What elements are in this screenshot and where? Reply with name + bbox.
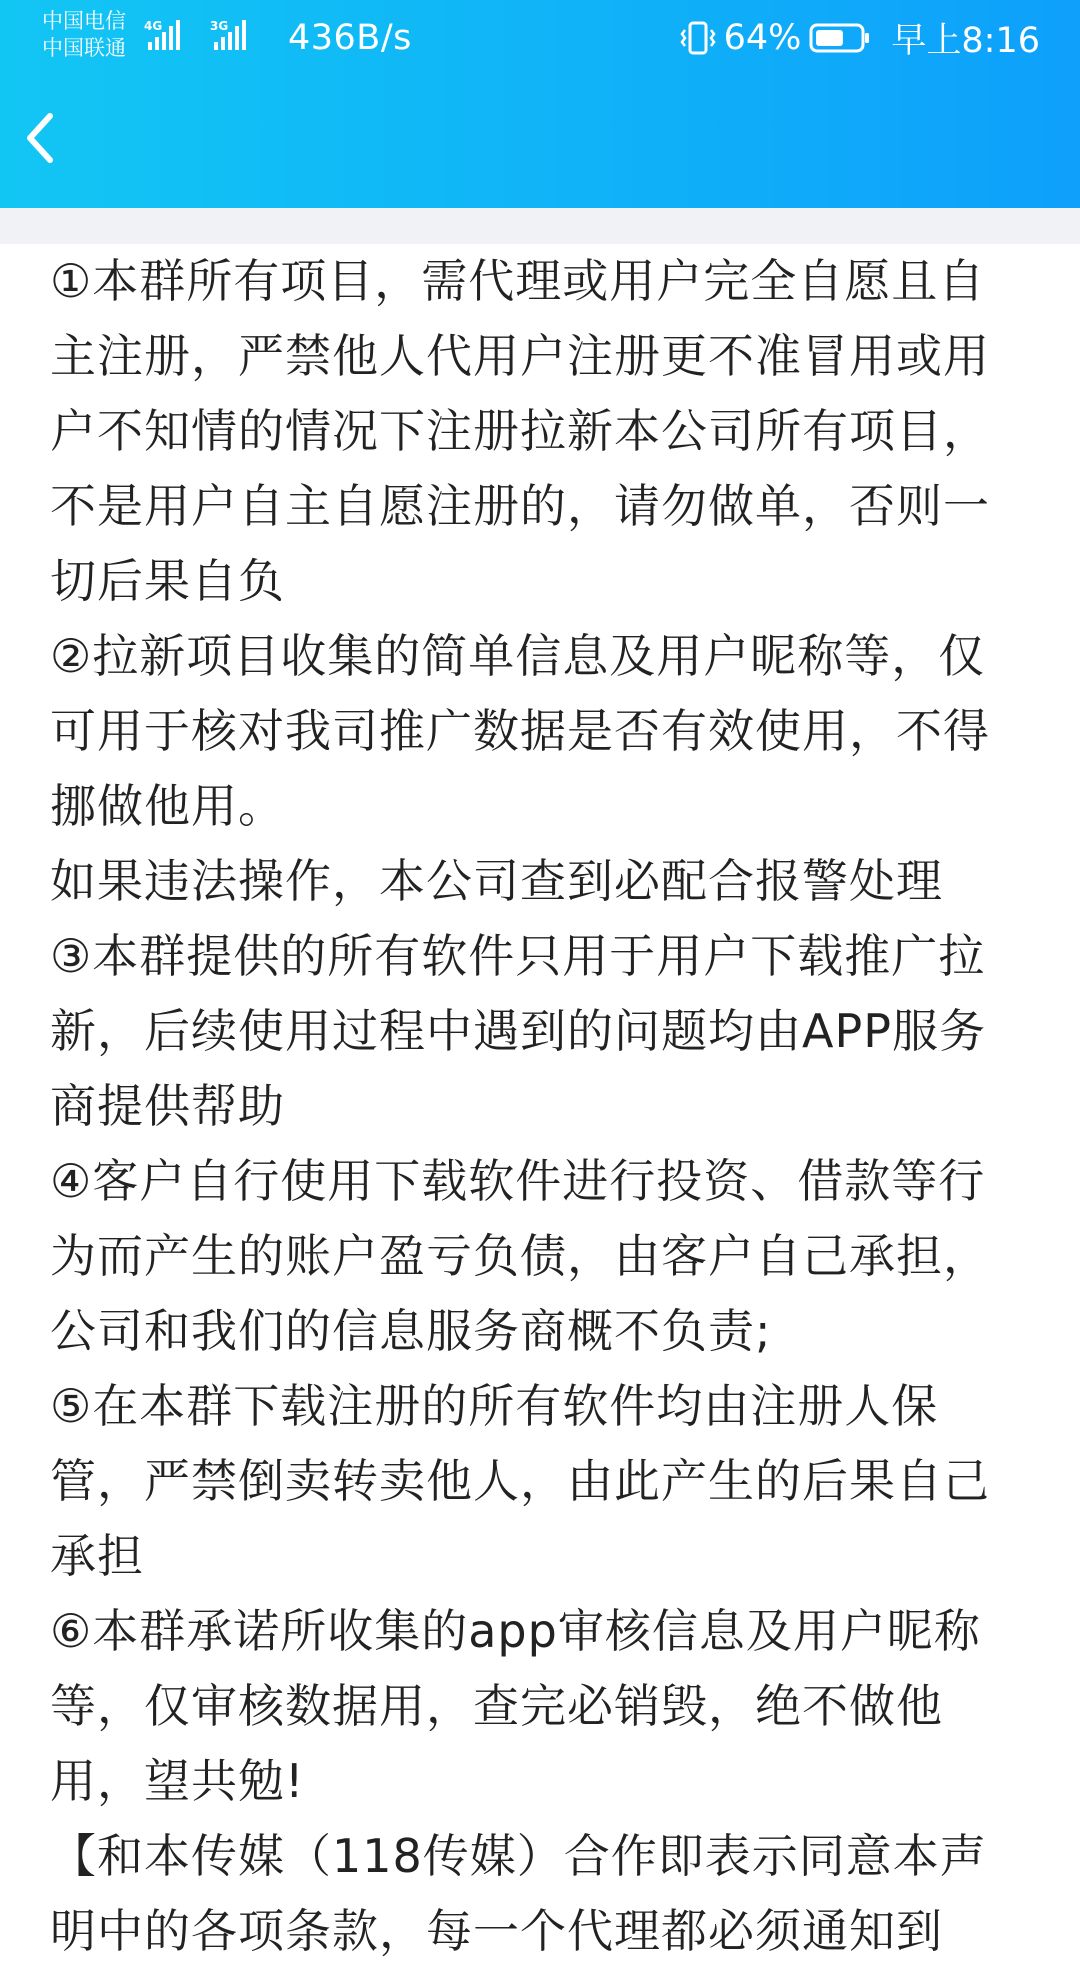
vibrate-icon <box>678 20 718 56</box>
back-button[interactable] <box>18 106 66 170</box>
carrier-names <box>42 8 126 62</box>
paragraph-6: ⑤在本群下载注册的所有软件均由注册人保管，严禁倒卖转卖他人，由此产生的后果自己承担 <box>50 1379 990 1583</box>
carrier-2: 中国联通 <box>42 36 126 60</box>
signal-1-label: 4G <box>144 19 163 33</box>
chevron-left-icon <box>30 116 50 160</box>
signal-2-label: 3G <box>210 19 229 33</box>
announcement-text <box>50 244 1010 1958</box>
paragraph-4: ③本群提供的所有软件只用于用户下载推广拉新，后续使用过程中遇到的问题均由APP服务商提供帮助 <box>50 929 986 1133</box>
clock: 早上8:16 <box>891 21 1040 61</box>
battery-fill <box>816 30 843 46</box>
paragraph-1: ①本群所有项目，需代理或用户完全自愿且自主注册，严禁他人代用户注册更不准冒用或用户不知情的情况下注册拉新本公司所有项目，不是用户自主自愿注册的，请勿做单，否则一切后果自负 <box>50 254 990 608</box>
battery-icon <box>809 22 871 54</box>
app-header <box>0 0 1080 208</box>
paragraph-7: ⑥本群承诺所收集的app审核信息及用户昵称等，仅审核数据用，查完必销毁，绝不做他用，望共勉! <box>50 1604 981 1808</box>
signal-strength-icon <box>144 18 266 54</box>
paragraph-5: ④客户自行使用下载软件进行投资、借款等行为而产生的账户盈亏负债，由客户自己承担，公司和我们的信息服务商概不负责; <box>50 1154 990 1358</box>
content-separator <box>0 208 1080 244</box>
battery-percent: 64% <box>723 18 802 58</box>
carrier-1: 中国电信 <box>42 9 126 33</box>
status-right <box>678 14 1040 62</box>
status-bar <box>0 0 1080 76</box>
network-speed: 436B/s <box>288 18 412 58</box>
paragraph-8: 【和本传媒（118传媒）合作即表示同意本声明中的各项条款，每一个代理都必须通知到 <box>50 1829 987 1958</box>
paragraph-2: ②拉新项目收集的简单信息及用户昵称等，仅可用于核对我司推广数据是否有效使用，不得挪做他用。 <box>50 629 990 833</box>
paragraph-3: 如果违法操作，本公司查到必配合报警处理 <box>50 854 943 908</box>
